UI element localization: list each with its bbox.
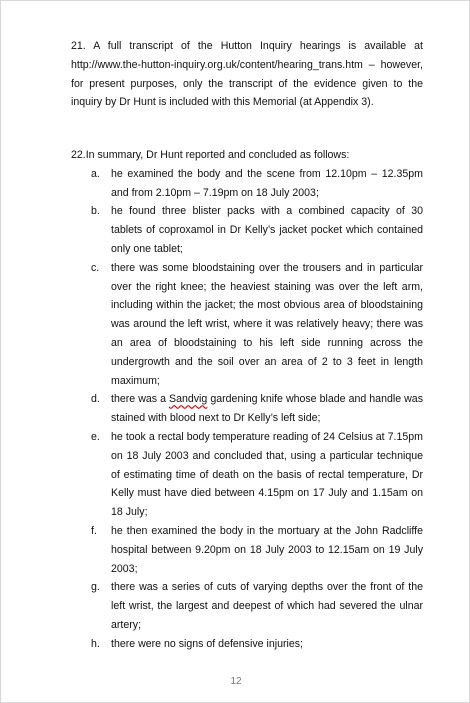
list-item-b	[71, 202, 423, 258]
spellcheck-flagged-word[interactable]: Sandvig	[169, 393, 208, 406]
paragraph-22	[71, 146, 423, 654]
paragraph-text-continued: – however, for present purposes, only the transcript of the evidence given to the inquiry by Dr Hunt is included with this Memorial (at Appendix 3).	[71, 58, 423, 109]
list-item-e	[71, 428, 423, 522]
list-item-c	[71, 259, 423, 391]
paragraph-intro	[71, 146, 423, 165]
list-letter: e.	[91, 430, 100, 443]
list-item-text: there were no signs of defensive injuries;	[111, 637, 303, 650]
list-letter: a.	[91, 167, 100, 180]
paragraph-21	[71, 37, 423, 112]
list-item-text: he examined the body and the scene from 12.10pm – 12.35pm and from 2.10pm – 7.19pm on 18 July 2003;	[111, 167, 423, 199]
list-item-h	[71, 635, 423, 654]
list-item-text	[111, 390, 423, 428]
list-letter: b.	[91, 205, 100, 218]
list-letter: h.	[91, 637, 100, 650]
page-number: 12	[230, 676, 242, 687]
list-item-text: he found three blister packs with a combined capacity of 30 tablets of coproxamol in Dr Kelly’s jacket pocket which contained only one tablet;	[111, 205, 423, 255]
transcript-url: http://www.the-hutton-inquiry.org.uk/content/hearing_trans.htm	[71, 58, 363, 71]
list-item-text: there was some bloodstaining over the trousers and in particular over the right knee; the heaviest staining was over the left arm, including within the jacket; the most obvious area of bloodstaining was around the left wrist, where it was relatively heavy; there was an area of bloodstaining to his left side running across the undergrowth and the soil over an area of 2 to 3 feet in length maximum;	[111, 261, 423, 387]
list-item-text: there was a series of cuts of varying depths over the front of the left wrist, the largest and deepest of which had severed the ulnar artery;	[111, 581, 423, 631]
list-item-text-end: gardening knife whose blade and handle was stained with blood next to Dr Kelly’s left side;	[111, 393, 423, 425]
list-item-text-start: there was a	[111, 393, 170, 406]
list-item-g	[71, 578, 423, 634]
paragraph-number: 22.	[71, 149, 86, 161]
list-item-text: he took a rectal body temperature reading of 24 Celsius at 7.15pm on 18 July 2003 and concluded that, using a particular technique of estimating time of death on the basis of rectal temperature, Dr Kelly must have died between 4.15pm on 17 July and 1.15am on 18 July;	[111, 430, 423, 519]
intro-text: In summary, Dr Hunt reported and concluded as follows:	[85, 149, 350, 161]
list-letter: c.	[91, 261, 100, 274]
paragraph-text: A full transcript of the Hutton Inquiry hearings is available at	[93, 40, 423, 52]
list-letter: d.	[91, 393, 100, 406]
list-letter: g.	[91, 581, 100, 594]
list-item-f	[71, 522, 423, 578]
list-item-d	[71, 390, 423, 428]
list-item-text: he then examined the body in the mortuary at the John Radcliffe hospital between 9.20pm on 18 July 2003 to 12.15am on 19 July 2003;	[111, 524, 423, 575]
paragraph-number: 21.	[71, 40, 86, 52]
list-letter: f.	[91, 524, 97, 537]
list-item-a	[71, 165, 423, 203]
